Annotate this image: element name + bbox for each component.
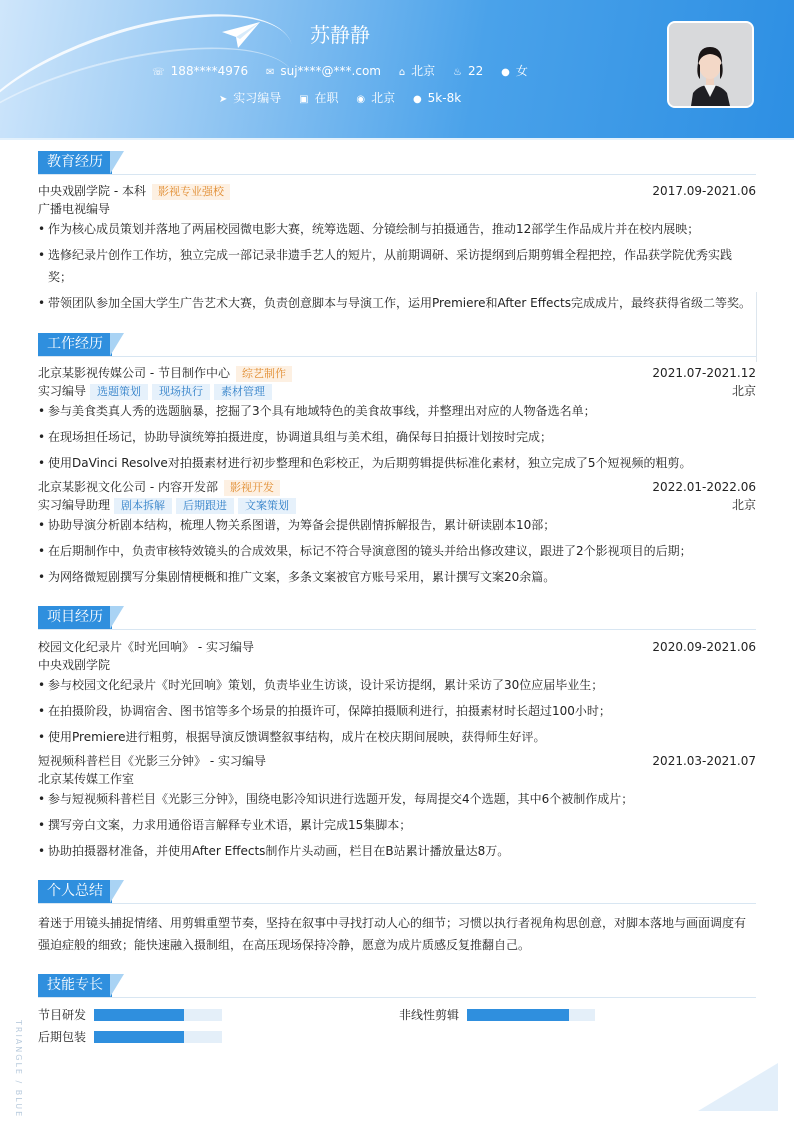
skill-bar [94,1009,222,1021]
list-item: • 作为核心成员策划并落地了两届校园微电影大赛，统筹选题、分镜绘制与拍摄通告，推动12部学生作品成片并在校内展映； [38,218,756,240]
skill-bar [467,1009,595,1021]
section-title-label: 个人总结 [38,880,112,903]
list-item: • 参与美食类真人秀的选题脑暴，挖掘了3个具有地域特色的美食故事线，并整理出对应的人物备选名单； [38,400,756,422]
section-title-label: 教育经历 [38,151,112,174]
job-intent-row [0,89,680,106]
section-title [38,151,756,175]
list-item: • 在后期制作中，负责审核特效镜头的合成效果，标记不符合导演意图的镜头并给出修改建议，跟进了2个影视项目的后期； [38,540,756,562]
contact-age: ♨ 22 [453,64,484,78]
job-tag: 影视开发 [224,480,280,496]
list-item: • 在拍摄阶段，协调宿舍、图书馆等多个场景的拍摄许可，保障拍摄顺利进行，拍摄素材时长超过100小时； [38,700,756,722]
intent-status: ▣ 在职 [299,91,339,105]
money-icon: ● [412,94,422,105]
contact-gender: ● 女 [501,64,528,78]
skill-tag: 素材管理 [214,384,272,400]
education-header-row: 中央戏剧学院 - 本科 影视专业强校 2017.09-2021.06 [38,184,756,198]
job-date: 2022.01-2022.06 [652,480,756,494]
contact-email: ✉ suj****@***.com [265,64,381,78]
project-header-row: 校园文化纪录片《时光回响》 - 实习编导 2020.09-2021.06 [38,640,756,654]
education-date: 2017.09-2021.06 [652,184,756,198]
project-org: 北京某传媒工作室 [38,772,135,786]
section-title-label: 项目经历 [38,606,112,629]
degree: 本科 [121,184,146,198]
skill-tag: 剧本拆解 [114,498,172,514]
contact-row [0,62,680,79]
project-date: 2020.09-2021.06 [652,640,756,654]
skill-name: 节目研发 [38,1008,87,1022]
location-icon: ◉ [356,94,366,105]
skills-section [38,974,756,998]
title-triangle [110,333,124,356]
send-icon: ➤ [218,94,228,105]
project-name: 校园文化纪录片《时光回响》 [38,640,195,654]
project-role: 实习编导 [205,640,254,654]
home-icon: ⌂ [398,67,406,78]
list-item: • 使用DaVinci Resolve对拍摄素材进行初步整理和色彩校正，为后期剪辑提供标准化素材，独立完成了5个短视频的粗剪。 [38,452,756,474]
projects-section [38,606,756,858]
summary-text: 着迷于用镜头捕捉情绪、用剪辑重塑节奏，坚持在叙事中寻找打动人心的细节；习惯以执行者视角构思创意，对脚本落地与画面调度有强迫症般的细致；能快速融入摄制组，在高压现场保持冷静，愿意为成片质感反复推翻自己。 [38,916,747,952]
list-item: • 协助导演分析剧本结构，梳理人物关系图谱，为筹备会提供剧情拆解报告，累计研读剧本10部； [38,514,756,536]
title-triangle [110,974,124,997]
list-item: • 选修纪录片创作工作坊，独立完成一部记录非遗手艺人的短片，从前期调研、采访提纲到后期剪辑全程把控，作品获学院优秀实践奖； [38,244,756,288]
department: 内容开发部 [157,480,218,494]
list-item: • 使用Premiere进行粗剪，根据导演反馈调整叙事结构，成片在校庆期间展映，获得师生好评。 [38,726,756,748]
skill-bar-fill [94,1009,184,1021]
skill-tag: 现场执行 [152,384,210,400]
list-item: • 在现场担任场记，协助导演统筹拍摄进度，协调道具组与美术组，确保每日拍摄计划按时完成； [38,426,756,448]
list-item: • 带领团队参加全国大学生广告艺术大赛，负责创意脚本与导演工作，运用Premiere和After Effects完成成片，最终获得省级二等奖。 [38,292,756,314]
skill-bar [94,1031,222,1043]
department: 节目制作中心 [157,366,230,380]
divider-line [756,292,757,362]
contact-phone: ☏ 188****4976 [152,64,249,78]
project-role: 实习编导 [217,754,266,768]
section-title-label: 工作经历 [38,333,112,356]
title-triangle [110,880,124,903]
section-title-label: 技能专长 [38,974,112,997]
corner-decoration [698,1063,778,1111]
phone-icon: ☏ [152,67,165,78]
header-banner [0,0,794,140]
job-role: 实习编导 [38,384,87,398]
job-city: 北京 [731,384,756,398]
job-tag: 综艺制作 [236,366,292,382]
intent-salary: ● 5k-8k [412,91,462,105]
education-section [38,151,756,310]
section-title [38,606,756,630]
list-item: • 撰写旁白文案，力求用通俗语言解释专业术语，累计完成15集脚本； [38,814,756,836]
skill-tag: 后期跟进 [176,498,234,514]
job-date: 2021.07-2021.12 [652,366,756,380]
contact-city: ⌂ 北京 [398,64,436,78]
company-name: 北京某影视文化公司 [38,480,147,494]
skill-tag: 文案策划 [238,498,296,514]
project-date: 2021.03-2021.07 [652,754,756,768]
mail-icon: ✉ [265,67,275,78]
skill-bar-fill [467,1009,569,1021]
title-triangle [110,606,124,629]
school-name: 中央戏剧学院 [38,184,111,198]
section-title [38,974,756,998]
side-watermark: TRIANGLE / BLUE [14,1020,23,1119]
candidate-name: 苏静静 [310,23,370,47]
cake-icon: ♨ [453,67,462,78]
project-header-row: 短视频科普栏目《光影三分钟》 - 实习编导 2021.03-2021.07 [38,754,756,768]
skill-bar-fill [94,1031,184,1043]
avatar [667,21,754,108]
intent-position: ➤ 实习编导 [218,91,282,105]
summary-section [38,880,756,952]
list-item: • 参与校园文化纪录片《时光回响》策划，负责毕业生访谈，设计采访提纲，累计采访了30位应届毕业生； [38,674,756,696]
school-tag: 影视专业强校 [152,184,230,200]
job-header-row: 北京某影视文化公司 - 内容开发部 影视开发 2022.01-2022.06 [38,480,756,494]
list-item: • 参与短视频科普栏目《光影三分钟》，围绕电影冷知识进行选题开发，每周提交4个选题，其中6个被制作成片； [38,788,756,810]
company-name: 北京某影视传媒公司 [38,366,147,380]
work-section [38,333,756,584]
project-org: 中央戏剧学院 [38,658,111,672]
header-stripe [0,138,794,140]
portrait-image [669,23,752,106]
skill-name: 后期包装 [38,1030,87,1044]
major: 广播电视编导 [38,202,111,216]
briefcase-icon: ▣ [299,94,309,105]
job-role-row [38,496,756,514]
list-item: • 协助拍摄器材准备，并使用After Effects制作片头动画，栏目在B站累计播放量达8万。 [38,840,756,862]
section-title [38,333,756,357]
list-item: • 为网络微短剧撰写分集剧情梗概和推广文案，多条文案被官方账号采用，累计撰写文案20余篇。 [38,566,756,588]
job-header-row: 北京某影视传媒公司 - 节目制作中心 综艺制作 2021.07-2021.12 [38,366,756,380]
skill-tag: 选题策划 [90,384,148,400]
skill-name: 非线性剪辑 [399,1008,460,1022]
project-name: 短视频科普栏目《光影三分钟》 [38,754,207,768]
title-triangle [110,151,124,174]
gender-icon: ● [501,67,510,78]
section-title [38,880,756,904]
intent-city: ◉ 北京 [356,91,396,105]
job-role: 实习编导助理 [38,498,111,512]
job-city: 北京 [731,498,756,512]
job-role-row [38,382,756,400]
